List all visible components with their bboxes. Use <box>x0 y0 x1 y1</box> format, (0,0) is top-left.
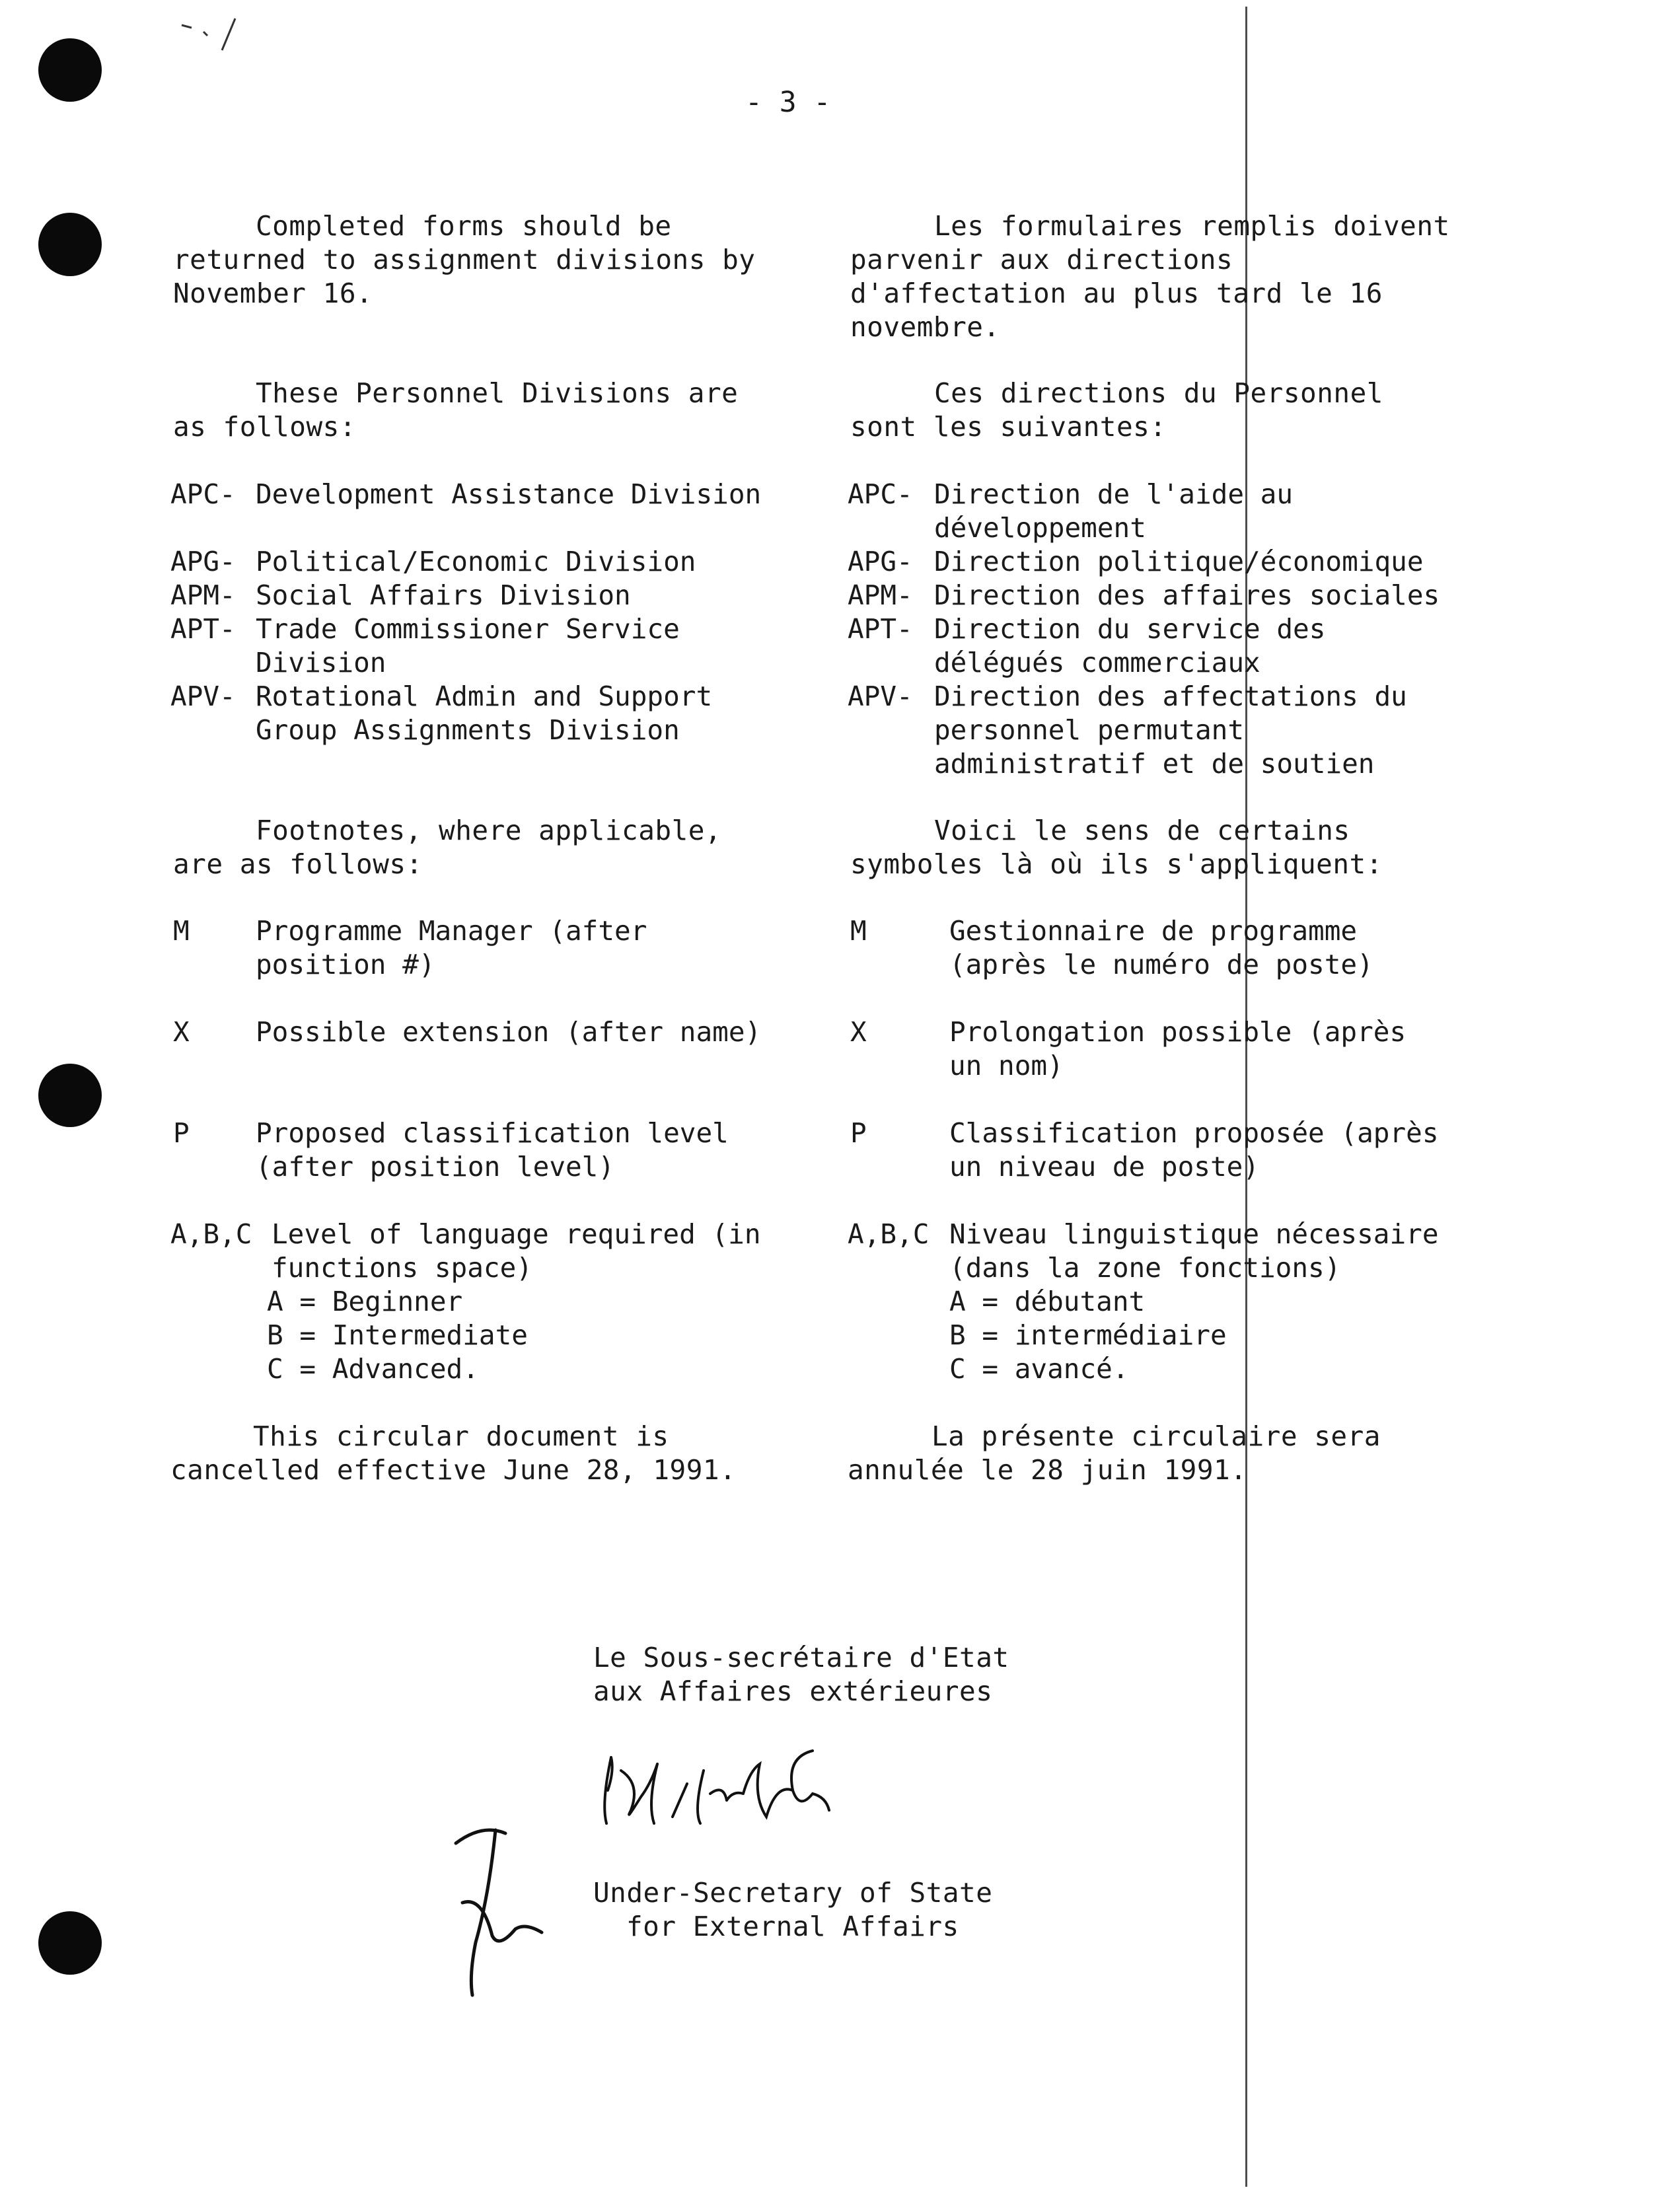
fr-division-name: administratif et de soutien <box>934 748 1375 780</box>
fr-division-name: développement <box>934 512 1146 544</box>
fr-division-code: APG- <box>848 546 913 577</box>
fr-intro-line: parvenir aux directions <box>850 244 1233 275</box>
fr-footnotes-intro: symboles là où ils s'appliquent: <box>850 848 1383 880</box>
en-footnotes-intro: Footnotes, where applicable, <box>256 815 722 846</box>
margin-rule <box>1245 7 1247 2187</box>
fr-division-name: Direction des affaires sociales <box>934 579 1440 611</box>
fr-footnote-text: Gestionnaire de programme <box>949 915 1358 947</box>
fr-footnote-code: M <box>850 915 867 947</box>
en-divisions-intro: These Personnel Divisions are <box>256 377 739 409</box>
en-intro-line: returned to assignment divisions by <box>173 244 756 275</box>
signatory-title-en: Under-Secretary of State <box>593 1877 993 1909</box>
fr-footnote-text: (après le numéro de poste) <box>949 949 1373 980</box>
fr-footnote-code: P <box>850 1117 867 1149</box>
scan-mark <box>178 13 251 53</box>
en-language-level: A = Beginner <box>267 1286 463 1317</box>
en-division-name: Rotational Admin and Support <box>256 680 713 712</box>
fr-intro-line: d'affectation au plus tard le 16 <box>850 277 1383 309</box>
fr-language-level: A = débutant <box>949 1286 1146 1317</box>
handwritten-for-mark <box>443 1817 562 2002</box>
en-footnote-code: M <box>173 915 190 947</box>
en-closing-line: This circular document is <box>253 1420 669 1452</box>
fr-division-code: APT- <box>848 613 913 645</box>
signatory-title-fr: Le Sous-secrétaire d'Etat <box>593 1642 1009 1673</box>
en-intro-line: Completed forms should be <box>256 210 672 242</box>
fr-division-name: Direction des affectations du <box>934 680 1407 712</box>
en-division-code: APG- <box>170 546 236 577</box>
en-footnote-code: P <box>173 1117 190 1149</box>
en-footnote-code: X <box>173 1016 190 1048</box>
page-number: - 3 - <box>745 86 831 119</box>
fr-divisions-intro: sont les suivantes: <box>850 411 1167 443</box>
en-division-name: Trade Commissioner Service <box>256 613 680 645</box>
en-division-code: APC- <box>170 478 236 510</box>
en-language-text: Level of language required (in <box>272 1218 761 1250</box>
en-footnote-text: position #) <box>256 949 435 980</box>
fr-language-text: Niveau linguistique nécessaire <box>949 1218 1439 1250</box>
en-division-code: APM- <box>170 579 236 611</box>
fr-language-code: A,B,C <box>848 1218 930 1250</box>
en-footnotes-intro: are as follows: <box>173 848 423 880</box>
en-division-name: Political/Economic Division <box>256 546 696 577</box>
en-footnote-text: (after position level) <box>256 1151 615 1183</box>
en-language-text: functions space) <box>272 1252 532 1284</box>
fr-footnote-text: Prolongation possible (après <box>949 1016 1406 1048</box>
en-division-code: APT- <box>170 613 236 645</box>
fr-footnote-text: Classification proposée (après <box>949 1117 1439 1149</box>
fr-language-text: (dans la zone fonctions) <box>949 1252 1341 1284</box>
en-language-level: B = Intermediate <box>267 1319 528 1351</box>
en-divisions-intro: as follows: <box>173 411 357 443</box>
en-division-name: Development Assistance Division <box>256 478 762 510</box>
handwritten-signature <box>595 1744 951 1843</box>
fr-division-name: personnel permutant <box>934 714 1244 746</box>
en-division-name: Division <box>256 647 386 678</box>
fr-division-name: Direction politique/économique <box>934 546 1424 577</box>
fr-language-level: C = avancé. <box>949 1353 1129 1385</box>
fr-intro-line: Les formulaires remplis doivent <box>934 210 1450 242</box>
en-language-level: C = Advanced. <box>267 1353 479 1385</box>
punch-hole <box>38 213 102 276</box>
en-division-code: APV- <box>170 680 236 712</box>
signatory-title-en: for External Affairs <box>626 1911 959 1942</box>
punch-hole <box>38 1064 102 1127</box>
punch-hole <box>38 1911 102 1975</box>
signatory-title-fr: aux Affaires extérieures <box>593 1675 993 1707</box>
en-footnote-text: Programme Manager (after <box>256 915 647 947</box>
fr-division-code: APC- <box>848 478 913 510</box>
fr-division-name: délégués commerciaux <box>934 647 1260 678</box>
fr-closing-line: La présente circulaire sera <box>931 1420 1381 1452</box>
en-division-name: Social Affairs Division <box>256 579 631 611</box>
en-intro-line: November 16. <box>173 277 373 309</box>
en-closing-line: cancelled effective June 28, 1991. <box>170 1454 737 1486</box>
fr-footnote-code: X <box>850 1016 867 1048</box>
en-footnote-text: Possible extension (after name) <box>256 1016 762 1048</box>
punch-hole <box>38 38 102 102</box>
fr-intro-line: novembre. <box>850 311 1000 343</box>
fr-divisions-intro: Ces directions du Personnel <box>934 377 1383 409</box>
en-division-name: Group Assignments Division <box>256 714 680 746</box>
fr-closing-line: annulée le 28 juin 1991. <box>848 1454 1247 1486</box>
fr-footnotes-intro: Voici le sens de certains <box>934 815 1350 846</box>
fr-division-name: Direction du service des <box>934 613 1326 645</box>
fr-division-code: APV- <box>848 680 913 712</box>
fr-footnote-text: un niveau de poste) <box>949 1151 1259 1183</box>
fr-footnote-text: un nom) <box>949 1050 1064 1081</box>
fr-language-level: B = intermédiaire <box>949 1319 1227 1351</box>
en-language-code: A,B,C <box>170 1218 252 1250</box>
fr-division-code: APM- <box>848 579 913 611</box>
fr-division-name: Direction de l'aide au <box>934 478 1294 510</box>
en-footnote-text: Proposed classification level <box>256 1117 729 1149</box>
